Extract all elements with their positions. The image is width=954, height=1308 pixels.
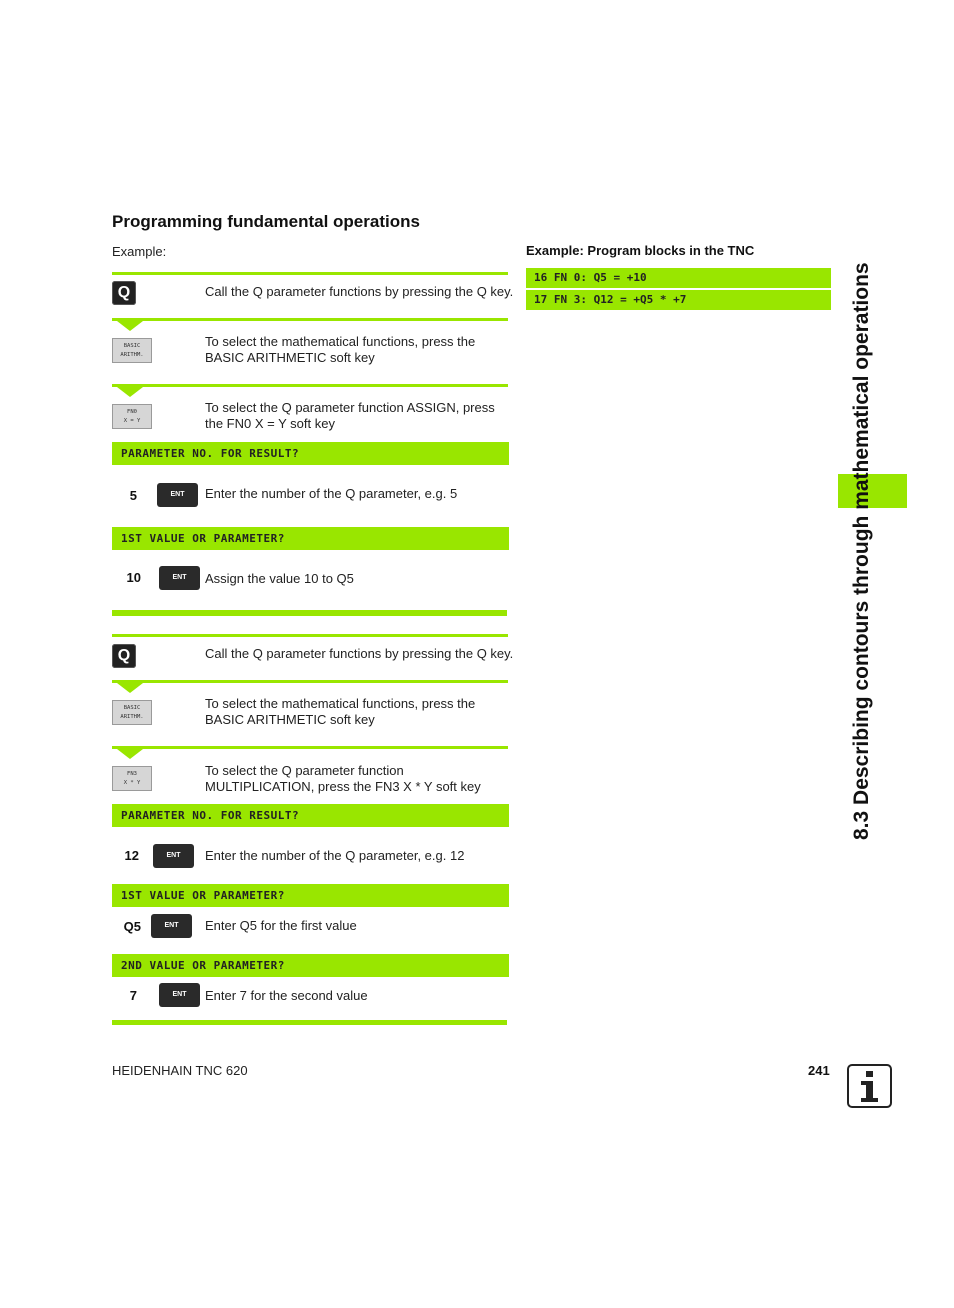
step-text: Enter Q5 for the first value <box>205 918 357 933</box>
step-text: Call the Q parameter functions by pressing the Q key. <box>205 284 514 299</box>
softkey-label: ARITHM. <box>120 352 144 358</box>
softkey-label: BASIC <box>123 343 141 349</box>
input-value: 12 <box>124 848 139 863</box>
step-text <box>205 400 495 431</box>
dialog-prompt: 2ND VALUE OR PARAMETER? <box>112 954 509 977</box>
info-glyph-icon <box>849 1066 890 1106</box>
program-block-line: 16 FN 0: Q5 = +10 <box>526 268 831 288</box>
divider <box>112 384 508 387</box>
tnc-example-title: Example: Program blocks in the TNC <box>526 243 755 258</box>
step-line: BASIC ARITHMETIC soft key <box>205 349 375 365</box>
softkey-label: FN3 <box>127 771 137 777</box>
softkey-label: BASIC <box>123 705 141 711</box>
footer-product: HEIDENHAIN TNC 620 <box>112 1063 248 1078</box>
divider <box>112 680 508 683</box>
softkey-label: FN0 <box>127 409 137 415</box>
step-text: Enter the number of the Q parameter, e.g. 5 <box>205 486 458 501</box>
basic-arithm-softkey-icon <box>112 700 152 725</box>
step-line: MULTIPLICATION, press the FN3 X * Y soft key <box>205 778 481 794</box>
ent-key-icon: ENT <box>159 983 200 1007</box>
block-end-divider <box>112 610 507 616</box>
dialog-prompt: PARAMETER NO. FOR RESULT? <box>112 804 509 827</box>
divider <box>112 272 508 275</box>
step-line: To select the mathematical functions, press the <box>205 696 476 711</box>
softkey-label: ARITHM. <box>120 714 144 720</box>
step-text: Enter 7 for the second value <box>205 988 368 1003</box>
divider <box>112 634 508 637</box>
input-value: 5 <box>129 488 137 503</box>
step-text <box>205 334 475 365</box>
input-value: 10 <box>126 570 141 585</box>
input-value: 7 <box>129 988 137 1003</box>
ent-key-icon: ENT <box>159 566 200 590</box>
step-text: Enter the number of the Q parameter, e.g. 12 <box>205 848 465 863</box>
fn3-softkey-icon <box>112 766 152 791</box>
section-heading: Programming fundamental operations <box>112 212 420 231</box>
input-value: Q5 <box>123 919 141 934</box>
softkey-label: X = Y <box>123 418 141 424</box>
step-line: To select the Q parameter function <box>205 763 404 778</box>
example-label: Example: <box>112 244 167 259</box>
ent-key-icon: ENT <box>151 914 192 938</box>
step-line: BASIC ARITHMETIC soft key <box>205 711 375 727</box>
divider <box>112 318 508 321</box>
softkey-label: X * Y <box>123 780 141 786</box>
dialog-prompt: PARAMETER NO. FOR RESULT? <box>112 442 509 465</box>
ent-key-icon: ENT <box>157 483 198 507</box>
arrow-down-icon <box>117 683 143 693</box>
dialog-prompt: 1ST VALUE OR PARAMETER? <box>112 527 509 550</box>
arrow-down-icon <box>117 749 143 759</box>
fn0-softkey-icon <box>112 404 152 429</box>
step-text <box>205 696 475 727</box>
basic-arithm-softkey-icon <box>112 338 152 363</box>
q-key-icon: Q <box>112 644 136 668</box>
arrow-down-icon <box>117 387 143 397</box>
arrow-down-icon <box>117 321 143 331</box>
q-key-icon: Q <box>112 281 136 305</box>
dialog-prompt: 1ST VALUE OR PARAMETER? <box>112 884 509 907</box>
step-line: To select the mathematical functions, press the <box>205 334 476 349</box>
page-number: 241 <box>808 1063 830 1078</box>
step-text <box>205 763 481 794</box>
ent-key-icon: ENT <box>153 844 194 868</box>
step-text: Call the Q parameter functions by pressing the Q key. <box>205 646 514 661</box>
step-text: Assign the value 10 to Q5 <box>205 571 354 586</box>
block-end-divider <box>112 1020 507 1025</box>
chapter-side-title: 8.3 Describing contours through mathematical operations <box>850 262 873 840</box>
divider <box>112 746 508 749</box>
program-block-line: 17 FN 3: Q12 = +Q5 * +7 <box>526 290 831 310</box>
info-icon <box>847 1064 892 1108</box>
step-line: the FN0 X = Y soft key <box>205 415 335 431</box>
step-line: To select the Q parameter function ASSIGN, press <box>205 400 495 415</box>
